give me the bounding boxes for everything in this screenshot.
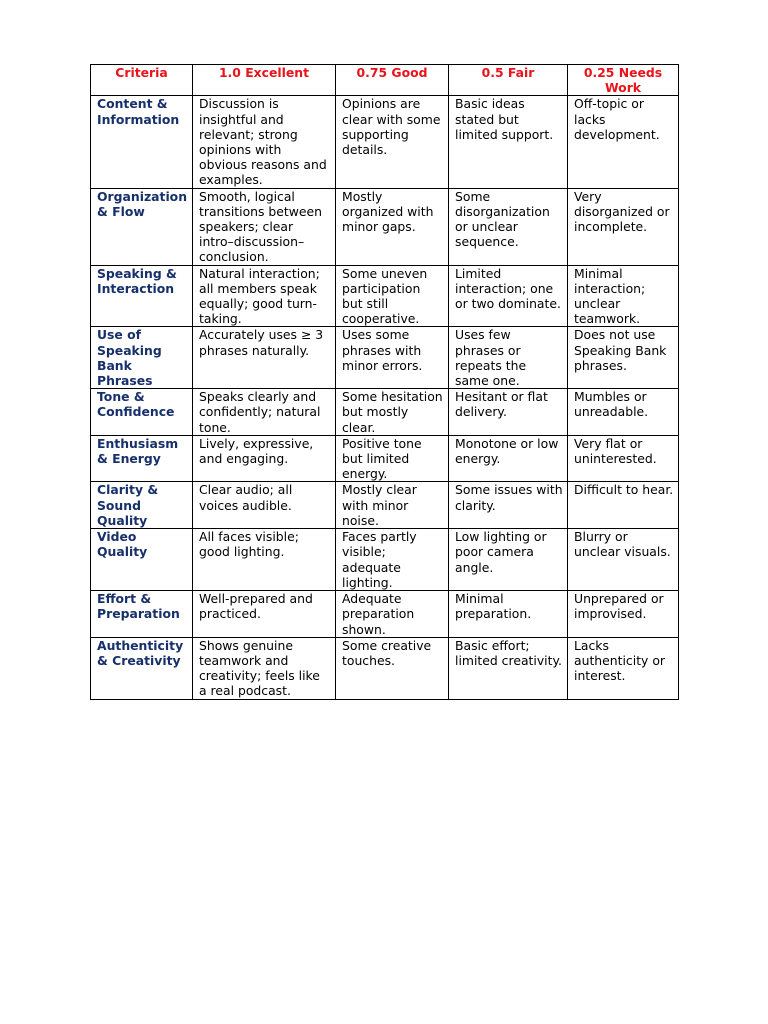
table-row <box>91 188 679 265</box>
good-cell: Some hesitation but mostly clear. <box>336 389 449 436</box>
needs-work-cell: Difficult to hear. <box>568 482 679 529</box>
needs-work-cell: Unprepared or improvised. <box>568 591 679 638</box>
criteria-cell: Content & Information <box>91 96 193 188</box>
excellent-cell: Discussion is insightful and relevant; strong opinions with obvious reasons and examples. <box>193 96 336 188</box>
criteria-cell: Authenticity & Creativity <box>91 637 193 699</box>
needs-work-cell: Mumbles or unreadable. <box>568 389 679 436</box>
excellent-cell: Shows genuine teamwork and creativity; feels like a real podcast. <box>193 637 336 699</box>
good-cell: Positive tone but limited energy. <box>336 435 449 482</box>
criteria-cell: Tone & Confidence <box>91 389 193 436</box>
needs-work-cell: Blurry or unclear visuals. <box>568 529 679 591</box>
needs-work-cell: Lacks authenticity or interest. <box>568 637 679 699</box>
table-row <box>91 435 679 482</box>
header-excellent: 1.0 Excellent <box>193 65 336 96</box>
table-row <box>91 637 679 699</box>
header-good: 0.75 Good <box>336 65 449 96</box>
fair-cell: Basic ideas stated but limited support. <box>449 96 568 188</box>
table-row <box>91 591 679 638</box>
fair-cell: Minimal preparation. <box>449 591 568 638</box>
table-row <box>91 265 679 327</box>
criteria-cell: Effort & Preparation <box>91 591 193 638</box>
fair-cell: Hesitant or flat delivery. <box>449 389 568 436</box>
good-cell: Some creative touches. <box>336 637 449 699</box>
criteria-cell: Speaking & Interaction <box>91 265 193 327</box>
needs-work-cell: Does not use Speaking Bank phrases. <box>568 327 679 389</box>
header-row <box>91 65 679 96</box>
needs-work-cell: Very flat or uninterested. <box>568 435 679 482</box>
header-criteria: Criteria <box>91 65 193 96</box>
criteria-cell: Use of Speaking Bank Phrases <box>91 327 193 389</box>
good-cell: Some uneven participation but still cooperative. <box>336 265 449 327</box>
criteria-cell: Enthusiasm & Energy <box>91 435 193 482</box>
fair-cell: Some issues with clarity. <box>449 482 568 529</box>
good-cell: Uses some phrases with minor errors. <box>336 327 449 389</box>
excellent-cell: Natural interaction; all members speak equally; good turn-taking. <box>193 265 336 327</box>
fair-cell: Basic effort; limited creativity. <box>449 637 568 699</box>
good-cell: Mostly clear with minor noise. <box>336 482 449 529</box>
criteria-cell: Video Quality <box>91 529 193 591</box>
fair-cell: Limited interaction; one or two dominate. <box>449 265 568 327</box>
good-cell: Faces partly visible; adequate lighting. <box>336 529 449 591</box>
table-row <box>91 482 679 529</box>
excellent-cell: Speaks clearly and confidently; natural tone. <box>193 389 336 436</box>
excellent-cell: Clear audio; all voices audible. <box>193 482 336 529</box>
table-row <box>91 327 679 389</box>
fair-cell: Some disorganization or unclear sequence. <box>449 188 568 265</box>
excellent-cell: Well-prepared and practiced. <box>193 591 336 638</box>
needs-work-cell: Off-topic or lacks development. <box>568 96 679 188</box>
good-cell: Mostly organized with minor gaps. <box>336 188 449 265</box>
rubric-table <box>90 64 679 700</box>
table-row <box>91 389 679 436</box>
header-needs-work: 0.25 Needs Work <box>568 65 679 96</box>
excellent-cell: Accurately uses ≥ 3 phrases naturally. <box>193 327 336 389</box>
good-cell: Adequate preparation shown. <box>336 591 449 638</box>
table-row <box>91 529 679 591</box>
excellent-cell: Smooth, logical transitions between speakers; clear intro–discussion–conclusion. <box>193 188 336 265</box>
good-cell: Opinions are clear with some supporting details. <box>336 96 449 188</box>
needs-work-cell: Very disorganized or incomplete. <box>568 188 679 265</box>
needs-work-cell: Minimal interaction; unclear teamwork. <box>568 265 679 327</box>
criteria-cell: Clarity & Sound Quality <box>91 482 193 529</box>
table-row <box>91 96 679 188</box>
excellent-cell: All faces visible; good lighting. <box>193 529 336 591</box>
fair-cell: Uses few phrases or repeats the same one. <box>449 327 568 389</box>
excellent-cell: Lively, expressive, and engaging. <box>193 435 336 482</box>
fair-cell: Low lighting or poor camera angle. <box>449 529 568 591</box>
criteria-cell: Organization & Flow <box>91 188 193 265</box>
fair-cell: Monotone or low energy. <box>449 435 568 482</box>
header-fair: 0.5 Fair <box>449 65 568 96</box>
